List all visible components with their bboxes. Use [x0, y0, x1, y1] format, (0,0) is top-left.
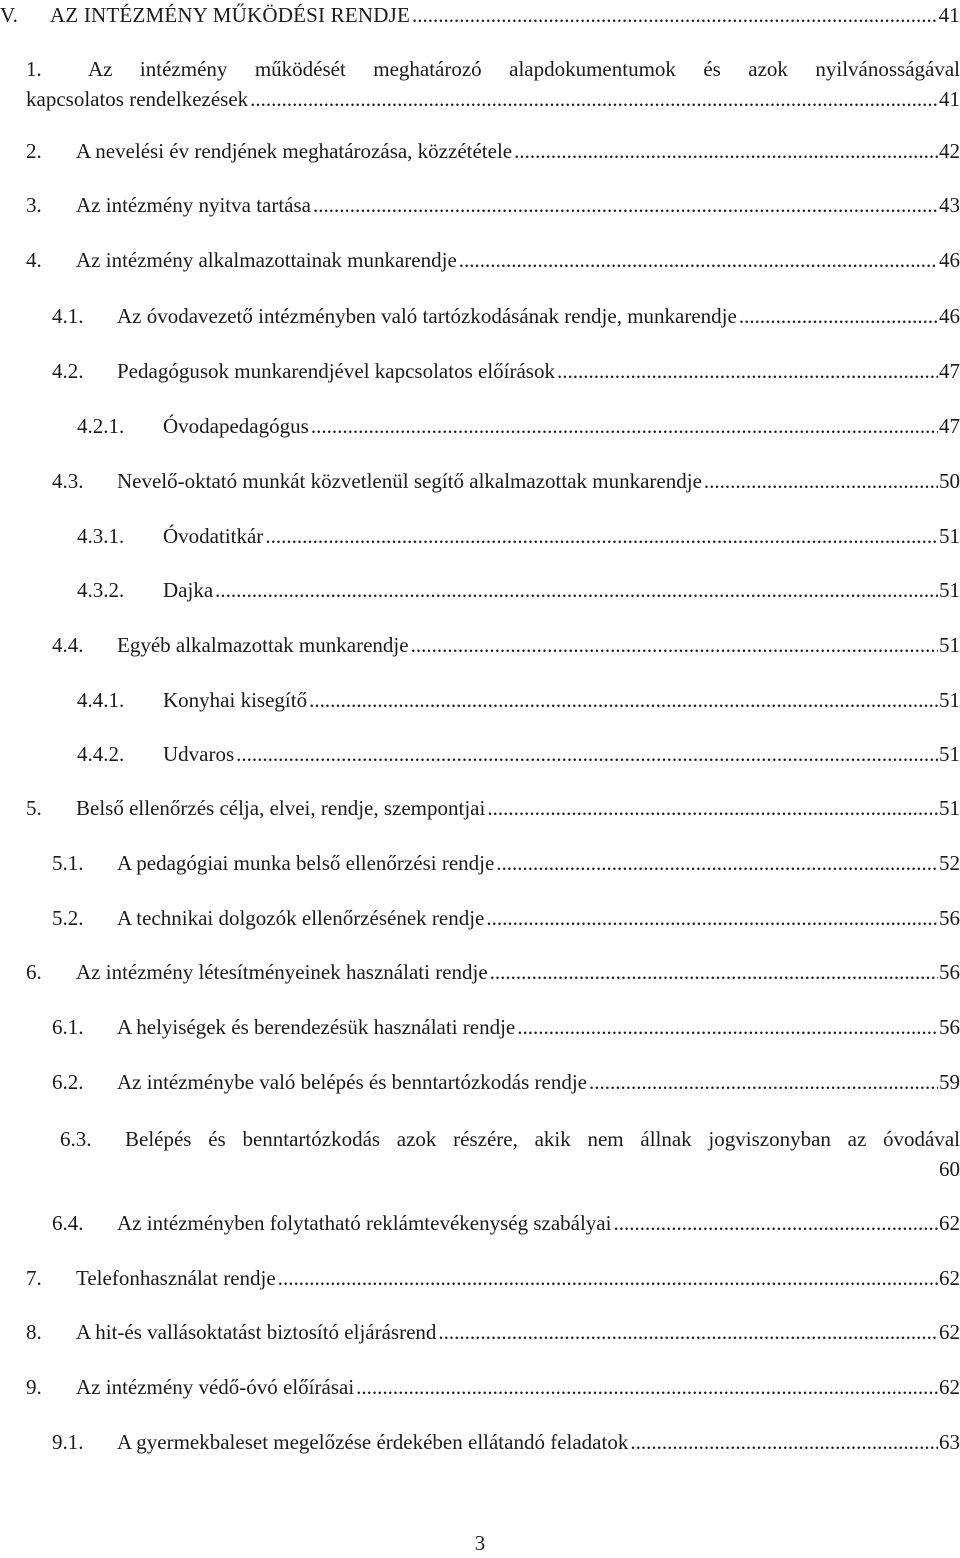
- toc-entry-number: 4.: [26, 248, 42, 272]
- toc-entry-4-4-2[interactable]: [0, 739, 960, 769]
- toc-entry-number: 6.: [26, 960, 42, 984]
- toc-entry-page: 60: [939, 1157, 960, 1181]
- toc-entry-title: A technikai dolgozók ellenőrzésének rendje: [117, 906, 485, 930]
- toc-entry-4-1[interactable]: [0, 301, 960, 331]
- toc-entry-page: 62: [939, 1320, 960, 1344]
- toc-entry-number: 2.: [26, 139, 42, 163]
- toc-entry-number: V.: [0, 3, 19, 27]
- toc-entry-page: 46: [939, 304, 960, 328]
- toc-entry-page: 56: [939, 1015, 960, 1039]
- leader-dots: [215, 575, 938, 605]
- toc-entry-title: AZ INTÉZMÉNY MŰKÖDÉSI RENDJE: [50, 3, 411, 27]
- toc-entry-page: 56: [939, 960, 960, 984]
- leader-dots: [490, 957, 938, 987]
- toc-entry-page: 59: [939, 1070, 960, 1094]
- toc-entry-6-4[interactable]: [0, 1208, 960, 1238]
- toc-entry-title: Az intézmény létesítményeinek használati rendje: [76, 960, 488, 984]
- leader-dots: [704, 466, 938, 496]
- leader-dots: [459, 245, 938, 275]
- toc-entry-page: 62: [939, 1211, 960, 1235]
- toc-entry-1[interactable]: [0, 54, 960, 114]
- toc-entry-page: 62: [939, 1375, 960, 1399]
- toc-entry-6-2[interactable]: [0, 1067, 960, 1097]
- toc-entry-page: 42: [939, 139, 960, 163]
- toc-entry-title: Az intézmény alkalmazottainak munkarendje: [76, 248, 457, 272]
- toc-entry-number: 5.: [26, 796, 42, 820]
- toc-entry-6-3[interactable]: [0, 1124, 960, 1184]
- toc-entry-title: Dajka: [163, 578, 214, 602]
- toc-entry-title: Belső ellenőrzés célja, elvei, rendje, szempontjai: [76, 796, 486, 820]
- toc-entry-title: Nevelő-oktató munkát közvetlenül segítő alkalmazottak munkarendje: [117, 469, 702, 493]
- toc-entry-page: 62: [939, 1266, 960, 1290]
- toc-entry-5[interactable]: [0, 793, 960, 823]
- toc-entry-9-1[interactable]: [0, 1427, 960, 1457]
- toc-entry-title: Belépés és benntartózkodás azok részére, akik nem állnak jogviszonyban az óvodával: [125, 1127, 960, 1151]
- toc-entry-6-1[interactable]: [0, 1012, 960, 1042]
- toc-entry-page: 47: [939, 414, 960, 438]
- toc-entry-number: 9.: [26, 1375, 42, 1399]
- leader-dots: [487, 793, 938, 823]
- toc-entry-title: Az intézmény működését meghatározó alapdokumentumok és azok nyilvánosságával: [88, 57, 960, 81]
- toc-entry-title: A hit-és vallásoktatást biztosító eljárásrend: [76, 1320, 437, 1344]
- leader-dots: [278, 1263, 938, 1293]
- leader-dots: [356, 1372, 938, 1402]
- toc-entry-title: A nevelési év rendjének meghatározása, közzététele: [76, 139, 513, 163]
- toc-entry-number: 6.4.: [52, 1211, 84, 1235]
- leader-dots: [411, 630, 938, 660]
- toc-entry-page: 46: [939, 248, 960, 272]
- toc-entry-2[interactable]: [0, 136, 960, 166]
- toc-entry-page: 51: [939, 633, 960, 657]
- toc-entry-page: 63: [939, 1430, 960, 1454]
- toc-entry-4-2-1[interactable]: [0, 411, 960, 441]
- toc-entry-4-4-1[interactable]: [0, 685, 960, 715]
- leader-dots: [313, 190, 938, 220]
- leader-dots: [438, 1317, 938, 1347]
- toc-entry-page: 51: [939, 796, 960, 820]
- toc-entry-title: Telefonhasználat rendje: [76, 1266, 276, 1290]
- toc-entry-number: 5.2.: [52, 906, 84, 930]
- leader-dots: [739, 301, 938, 331]
- toc-entry-4[interactable]: [0, 245, 960, 275]
- toc-entry-page: 52: [939, 851, 960, 875]
- toc-entry-number: 4.3.: [52, 469, 84, 493]
- toc-entry-number: 6.3.: [60, 1127, 92, 1151]
- toc-entry-number: 4.2.1.: [77, 414, 125, 438]
- page-number: 3: [474, 1531, 486, 1555]
- toc-entry-title: A gyermekbaleset megelőzése érdekében ellátandó feladatok: [117, 1430, 629, 1454]
- toc-entry-9[interactable]: [0, 1372, 960, 1402]
- leader-dots: [311, 411, 938, 441]
- toc-entry-number: 4.2.: [52, 359, 84, 383]
- leader-dots: [265, 521, 938, 551]
- toc-entry-title: Udvaros: [163, 742, 235, 766]
- toc-entry-number: 9.1.: [52, 1430, 84, 1454]
- toc-entry-number: 5.1.: [52, 851, 84, 875]
- toc-entry-number: 4.1.: [52, 304, 84, 328]
- toc-entry-4-2[interactable]: [0, 356, 960, 386]
- toc-entry-number: 3.: [26, 193, 42, 217]
- toc-entry-title: Az óvodavezető intézményben való tartózkodásának rendje, munkarendje: [117, 304, 737, 328]
- toc-entry-number: 4.4.2.: [77, 742, 125, 766]
- leader-dots: [517, 1012, 938, 1042]
- toc-entry-number: 1.: [26, 57, 42, 81]
- toc-entry-number: 7.: [26, 1266, 42, 1290]
- toc-entry-title: Egyéb alkalmazottak munkarendje: [117, 633, 409, 657]
- toc-entry-page: 50: [939, 469, 960, 493]
- leader-dots: [236, 739, 938, 769]
- leader-dots: [496, 848, 938, 878]
- leader-dots: [630, 1427, 938, 1457]
- toc-heading[interactable]: [0, 0, 960, 30]
- toc-entry-number: 4.4.1.: [77, 688, 125, 712]
- toc-entry-title: A pedagógiai munka belső ellenőrzési rendje: [117, 851, 495, 875]
- toc-entry-4-3-2[interactable]: [0, 575, 960, 605]
- toc-entry-title-continued: kapcsolatos rendelkezések: [26, 87, 249, 111]
- toc-entry-title: Óvodatitkár: [163, 524, 264, 548]
- toc-entry-page: 47: [939, 359, 960, 383]
- toc-entry-3[interactable]: [0, 190, 960, 220]
- toc-entry-page: 51: [939, 688, 960, 712]
- toc-entry-number: 4.3.1.: [77, 524, 125, 548]
- leader-dots: [309, 685, 938, 715]
- leader-dots: [613, 1208, 938, 1238]
- toc-entry-title: Az intézmény nyitva tartása: [76, 193, 311, 217]
- toc-entry-title: Az intézményben folytatható reklámtevékenység szabályai: [117, 1211, 612, 1235]
- leader-dots: [589, 1067, 938, 1097]
- toc-entry-page: 51: [939, 524, 960, 548]
- toc-entry-6[interactable]: [0, 957, 960, 987]
- toc-entry-7[interactable]: [0, 1263, 960, 1293]
- toc-entry-page: 51: [939, 578, 960, 602]
- leader-dots: [486, 903, 938, 933]
- leader-dots: [514, 136, 938, 166]
- toc-entry-title: A helyiségek és berendezésük használati rendje: [117, 1015, 516, 1039]
- toc-entry-title: Pedagógusok munkarendjével kapcsolatos előírások: [117, 359, 555, 383]
- leader-dots: [557, 356, 938, 386]
- toc-entry-page: 41: [939, 87, 960, 111]
- toc-entry-number: 8.: [26, 1320, 42, 1344]
- toc-entry-title: Az intézmény védő-óvó előírásai: [76, 1375, 355, 1399]
- toc-entry-5-2[interactable]: [0, 903, 960, 933]
- toc-entry-page: 41: [938, 3, 960, 27]
- toc-entry-4-3-1[interactable]: [0, 521, 960, 551]
- toc-entry-number: 4.4.: [52, 633, 84, 657]
- toc-entry-number: 6.1.: [52, 1015, 84, 1039]
- toc-entry-title: Óvodapedagógus: [163, 414, 309, 438]
- toc-entry-4-4[interactable]: [0, 630, 960, 660]
- toc-entry-page: 51: [939, 742, 960, 766]
- toc-entry-number: 4.3.2.: [77, 578, 125, 602]
- toc-entry-4-3[interactable]: [0, 466, 960, 496]
- toc-entry-page: 56: [939, 906, 960, 930]
- leader-dots: [250, 84, 938, 114]
- toc-entry-5-1[interactable]: [0, 848, 960, 878]
- toc-entry-title: Az intézménybe való belépés és benntartózkodás rendje: [117, 1070, 587, 1094]
- leader-dots: [412, 0, 938, 30]
- toc-entry-8[interactable]: [0, 1317, 960, 1347]
- toc-entry-title: Konyhai kisegítő: [163, 688, 308, 712]
- toc-entry-number: 6.2.: [52, 1070, 84, 1094]
- toc-entry-page: 43: [939, 193, 960, 217]
